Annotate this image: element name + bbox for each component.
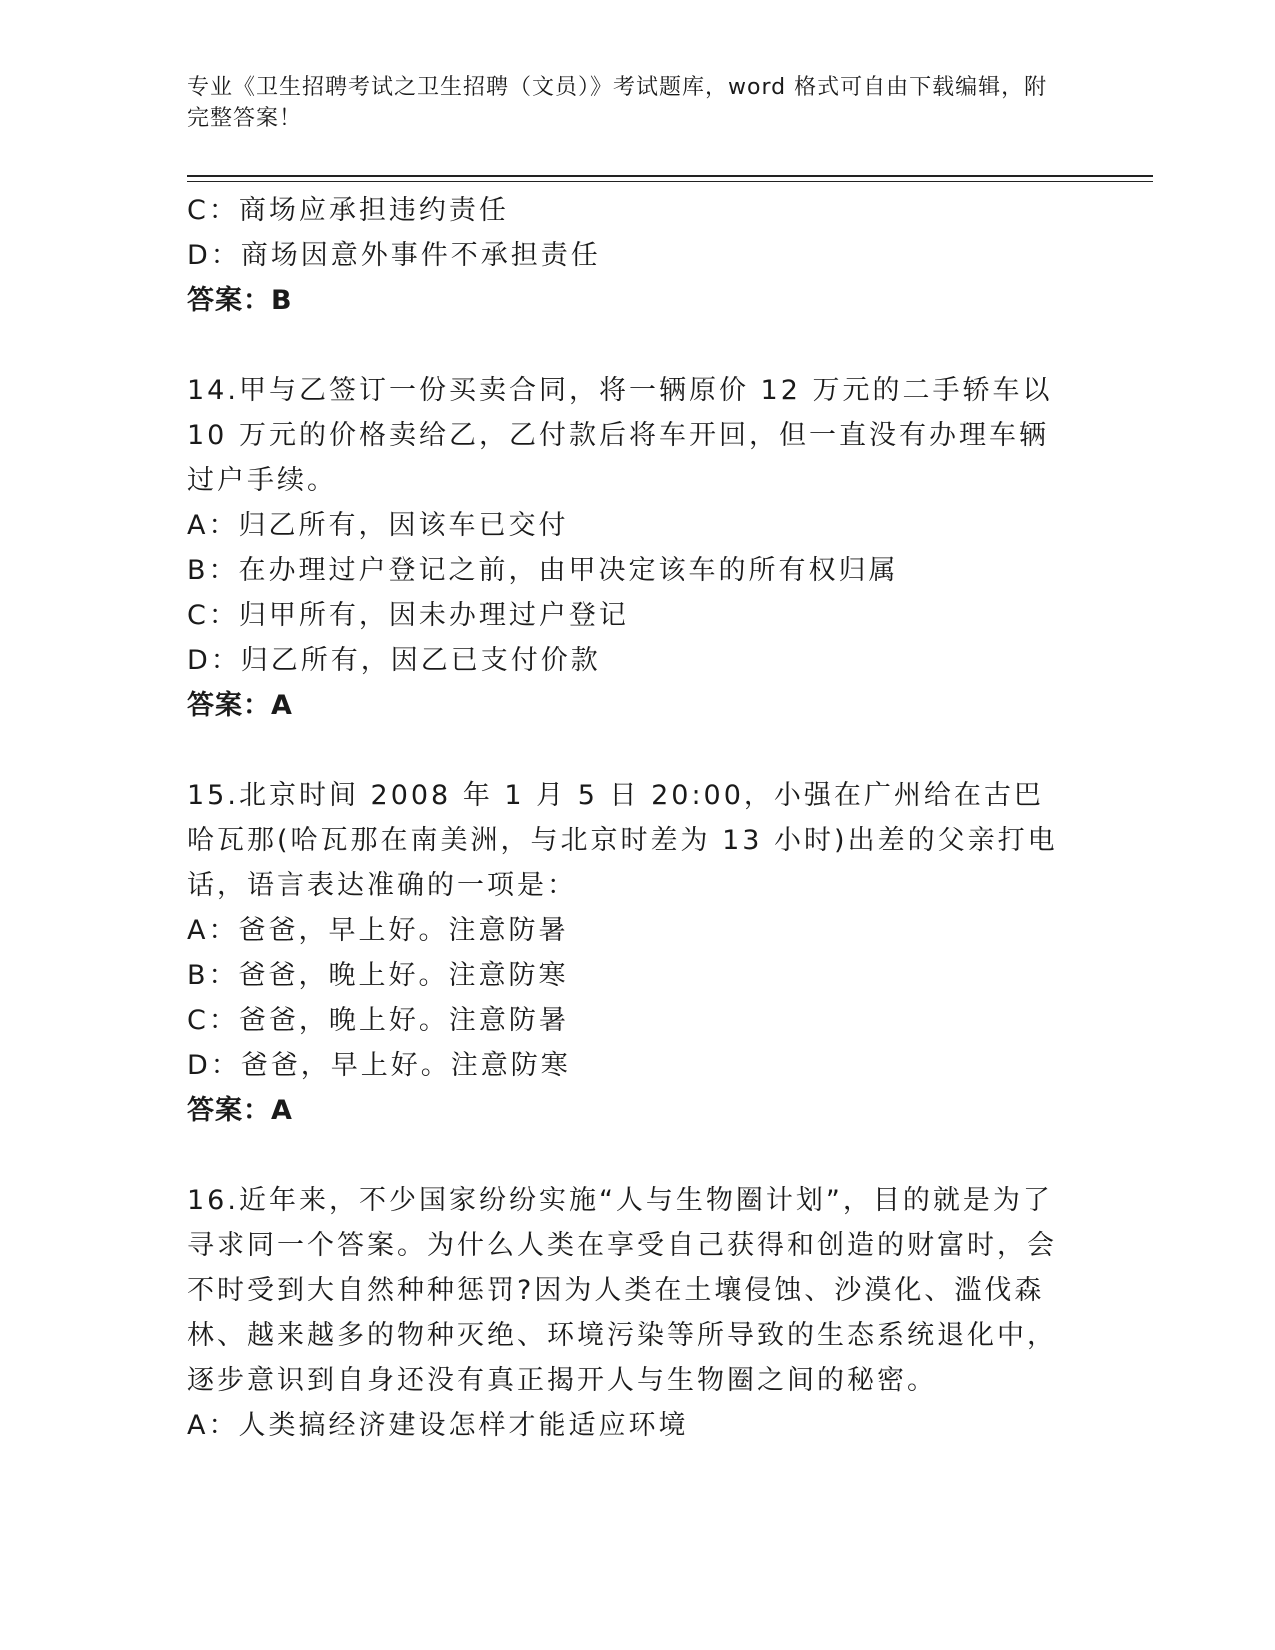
option-d: D：爸爸，早上好。注意防寒 [187,1050,571,1081]
option-d: D：归乙所有，因乙已支付价款 [187,645,601,676]
option-c: C：归甲所有，因未办理过户登记 [187,600,629,631]
option-b: B：在办理过户登记之前，由甲决定该车的所有权归属 [187,555,899,586]
option-d: D：商场因意外事件不承担责任 [187,240,601,271]
question-content [187,188,1067,1448]
question-13 [187,188,1067,323]
header-divider-thin [187,181,1153,182]
question-14 [187,368,1067,728]
question-16 [187,1178,1067,1448]
spacer [187,728,1067,773]
option-c: C：商场应承担违约责任 [187,195,509,226]
option-a: A：爸爸，早上好。注意防暑 [187,915,569,946]
header-divider-thick [187,175,1153,177]
option-c: C：爸爸，晚上好。注意防暑 [187,1005,569,1036]
question-15 [187,773,1067,1133]
answer-label: 答案：A [187,1095,293,1126]
option-a: A：归乙所有，因该车已交付 [187,510,569,541]
option-b: B：爸爸，晚上好。注意防寒 [187,960,569,991]
spacer [187,1133,1067,1178]
option-a: A：人类搞经济建设怎样才能适应环境 [187,1410,689,1441]
question-text: 14.甲与乙签订一份买卖合同，将一辆原价 12 万元的二手轿车以 10 万元的价格卖给乙，乙付款后将车开回，但一直没有办理车辆过户手续。 [187,375,1053,496]
answer-label: 答案：A [187,690,293,721]
page-header-text: 专业《卫生招聘考试之卫生招聘（文员）》考试题库，word 格式可自由下载编辑，附完整答案！ [187,75,1048,131]
spacer [187,323,1067,368]
question-text: 16.近年来，不少国家纷纷实施“人与生物圈计划”，目的就是为了寻求同一个答案。为什么人类在享受自己获得和创造的财富时，会不时受到大自然种种惩罚?因为人类在土壤侵蚀、沙漠化、滥伐森林、越来越多的物种灭绝、环境污染等所导致的生态系统退化中，逐步意识到自身还没有真正揭开人与生物圈之间的秘密。 [187,1185,1057,1396]
answer-label: 答案：B [187,285,293,316]
question-text: 15.北京时间 2008 年 1 月 5 日 20:00，小强在广州给在古巴哈瓦那(哈瓦那在南美洲，与北京时差为 13 小时)出差的父亲打电话，语言表达准确的一项是： [187,780,1058,901]
